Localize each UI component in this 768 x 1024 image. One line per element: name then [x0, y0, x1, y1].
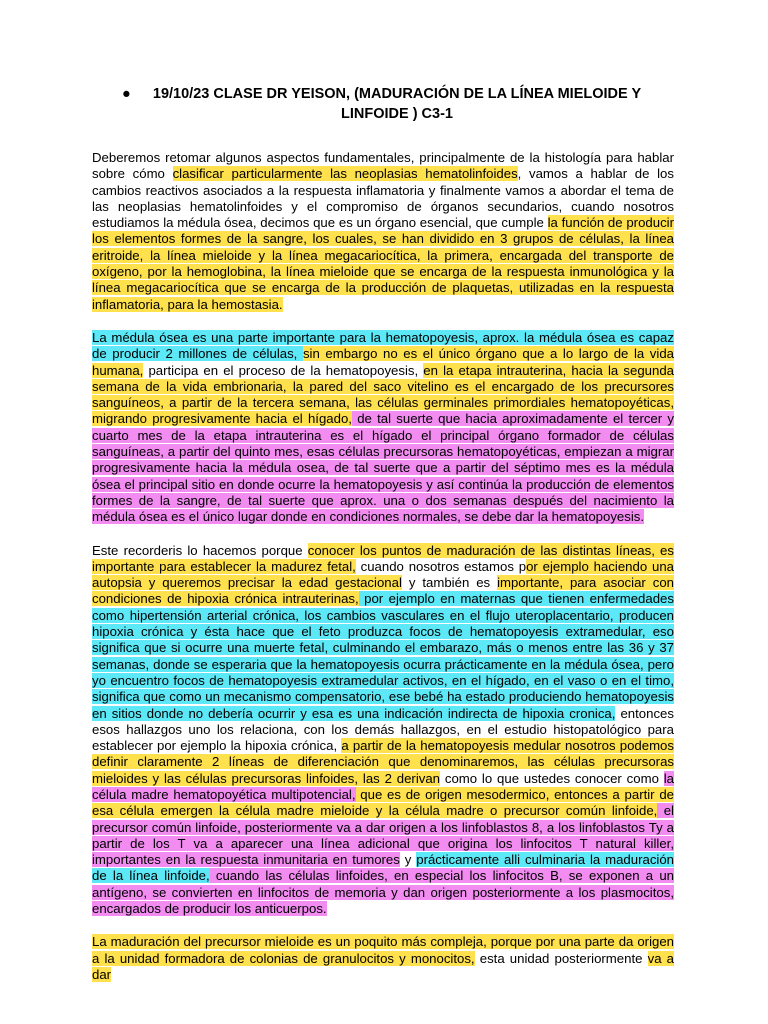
- body-text: y también es: [401, 575, 498, 591]
- highlighted-text: a partir de la hematopoyesis medular nosotros podemos definir claramente 2 líneas de diferenciación que denominaremos,: [92, 738, 674, 770]
- highlighted-text: conocer los puntos de maduración de las distintas líneas, es importante para establecer la madurez fetal,: [92, 542, 674, 574]
- highlighted-text: el precursor común linfoide, posteriormente va a dar origen a los linfoblastos 8, a los linfoblastos Ty a partir de los T va a aparecer una línea adicional que origina los linfocitos T natural killer, importantes en la respuesta inmunitaria en tumores: [92, 803, 674, 868]
- highlighted-text: por ejemplo en maternas que tienen enfermedades como hipertensión arterial crónica, los cambios vasculares en el flujo uteroplacentario, producen hipoxia crónica y ésta hace que el feto produzca focos de hematopoyesis extramedular, eso significa que si ocurre una muerte fetal, culminando el embarazo, más o menos entre las 36 y 37 semanas, donde se esperaria que la hematopoyesis ocurra prácticamente en la médula ósea, pero yo encuentro focos de hematopoyesis extramedular activos, en el hígado, en el vaso o en el timo, significa que como un mecanismo compensatorio, ese bebé ha estado produciendo hematopoyesis en sitios donde no debería ocurrir: [92, 591, 674, 721]
- body-text: participa en el proceso de la hematopoyesis,: [143, 362, 424, 378]
- highlighted-text: que es de origen mesodermico,: [355, 786, 550, 802]
- paragraph: [92, 330, 674, 526]
- highlighted-text: la célula madre hematopoyética multipotencial,: [92, 770, 674, 802]
- highlighted-text: importante, para asociar con condiciones de hipoxia crónica intrauterinas,: [92, 575, 674, 607]
- paragraph: [92, 934, 674, 983]
- highlighted-text: or ejemplo haciendo una autopsia y queremos precisar la edad gestacional: [92, 558, 674, 591]
- paragraph: [92, 543, 674, 918]
- paragraph: [92, 150, 674, 313]
- body-text: , vamos a hablar de los cambios reactivos asociados a la respuesta inflamatoria y finalmente vamos a abordar el tema de las neoplasias hematolinfoides y el compromiso de órganos secundarios, cuando nosotros estudiamos la médula ósea, decimos que es un órgano esencial, que cumple: [92, 166, 674, 231]
- highlighted-text: de tal suerte que hacia aproximadamente el tercer y cuarto mes de la etapa intrauterina es el hígado el principal órgano formador de células sanguíneas, a partir del quinto mes, esas células precursoras hematopoyéticas, empiezan a migrar progresivamente hacia la médula osea, de tal suerte que a partir del séptimo mes es la médula ósea el principal sitio en donde ocurre la hematopoyesis: [92, 411, 674, 492]
- highlighted-text: cuando las células linfoides, en especial los linfocitos B, se exponen a un antígeno, se convierten en linfocitos de memoria y dan origen posteriormente a los plasmocitos, encargados de producir los anticuerpos.: [92, 868, 674, 917]
- body-text: esta unidad posteriormente: [474, 950, 648, 966]
- body-text: entonces esos hallazgos uno los relaciona, con los demás hallazgos, en el estudio histopatológico para establecer por ejemplo la hipoxia crónica,: [92, 705, 674, 754]
- document-page: [92, 84, 674, 1000]
- highlighted-text: clasificar particularmente las neoplasias hematolinfoides: [172, 166, 518, 182]
- highlighted-text: las células precursoras mieloides y las células precursoras linfoides, las 2 derivan: [92, 754, 674, 786]
- highlighted-text: sin embargo no es el único órgano que a lo largo de la vida humana,: [92, 346, 674, 378]
- document-body: [92, 150, 674, 983]
- highlighted-text: y esa es una indicación indirecta de hipoxia cronica,: [295, 705, 616, 721]
- body-text: como lo que ustedes conocer como: [440, 770, 664, 786]
- bullet-icon: ●: [122, 86, 131, 102]
- highlighted-text: la función de producir los elementos formes de la sangre, los cuales, se han dividido en 3 grupos de células, la línea eritroide, la línea mieloide y la línea megacariocítica, la primera, encargada del transporte de oxígeno, por la hemoglobina, la línea mieloide que se encarga de la respuesta inmunológica y la línea megacariocítica que se encarga de la producción de plaquetas, utilizadas en la respuesta inflamatoria, para la hemostasia.: [92, 215, 674, 312]
- highlighted-text: entonces a partir de esa célula emergen la célula madre mieloide y la célula madre o precursor común linfoide,: [92, 786, 674, 819]
- body-text: Deberemos retomar algunos aspectos fundamentales, principalmente de la histología para hablar sobre cómo: [92, 150, 674, 182]
- highlighted-text: va a dar: [92, 950, 674, 982]
- body-text: Este recorderis lo hacemos porque: [92, 542, 308, 558]
- document-title: [92, 84, 674, 124]
- highlighted-text: en la etapa intrauterina, hacia la segunda semana de la vida embrionaria, la pared del saco vitelino es el encargado de los precursores sanguíneos, a partir de la tercera semana, las células germinales primordiales hematopoyéticas, migrando progresivamente hacia el hígado,: [92, 362, 674, 427]
- highlighted-text: y así continúa la producción de elementos formes de la sangre, de tal suerte que aprox. una o dos semanas después del nacimiento la médula ósea es el único lugar donde en condiciones normales, se debe dar la hematopoyesis.: [92, 476, 675, 525]
- highlighted-text: prácticamente alli culminaria la maduración de la línea linfoide,: [92, 852, 675, 884]
- highlighted-text: La médula ósea es una parte importante para la hematopoyesis, aprox. la médula ósea es capaz de producir 2 millones de células,: [92, 329, 674, 362]
- body-text: y: [399, 852, 417, 868]
- highlighted-text: La maduración del precursor mieloide es un poquito más compleja, porque por una parte da origen a la unidad formadora de colonias de granulocitos y monocitos,: [92, 934, 674, 966]
- title-text: 19/10/23 CLASE DR YEISON, (MADURACIÓN DE LA LÍNEA MIELOIDE Y LINFOIDE ) C3-1: [152, 86, 642, 122]
- body-text: cuando nosotros estamos p: [355, 558, 527, 574]
